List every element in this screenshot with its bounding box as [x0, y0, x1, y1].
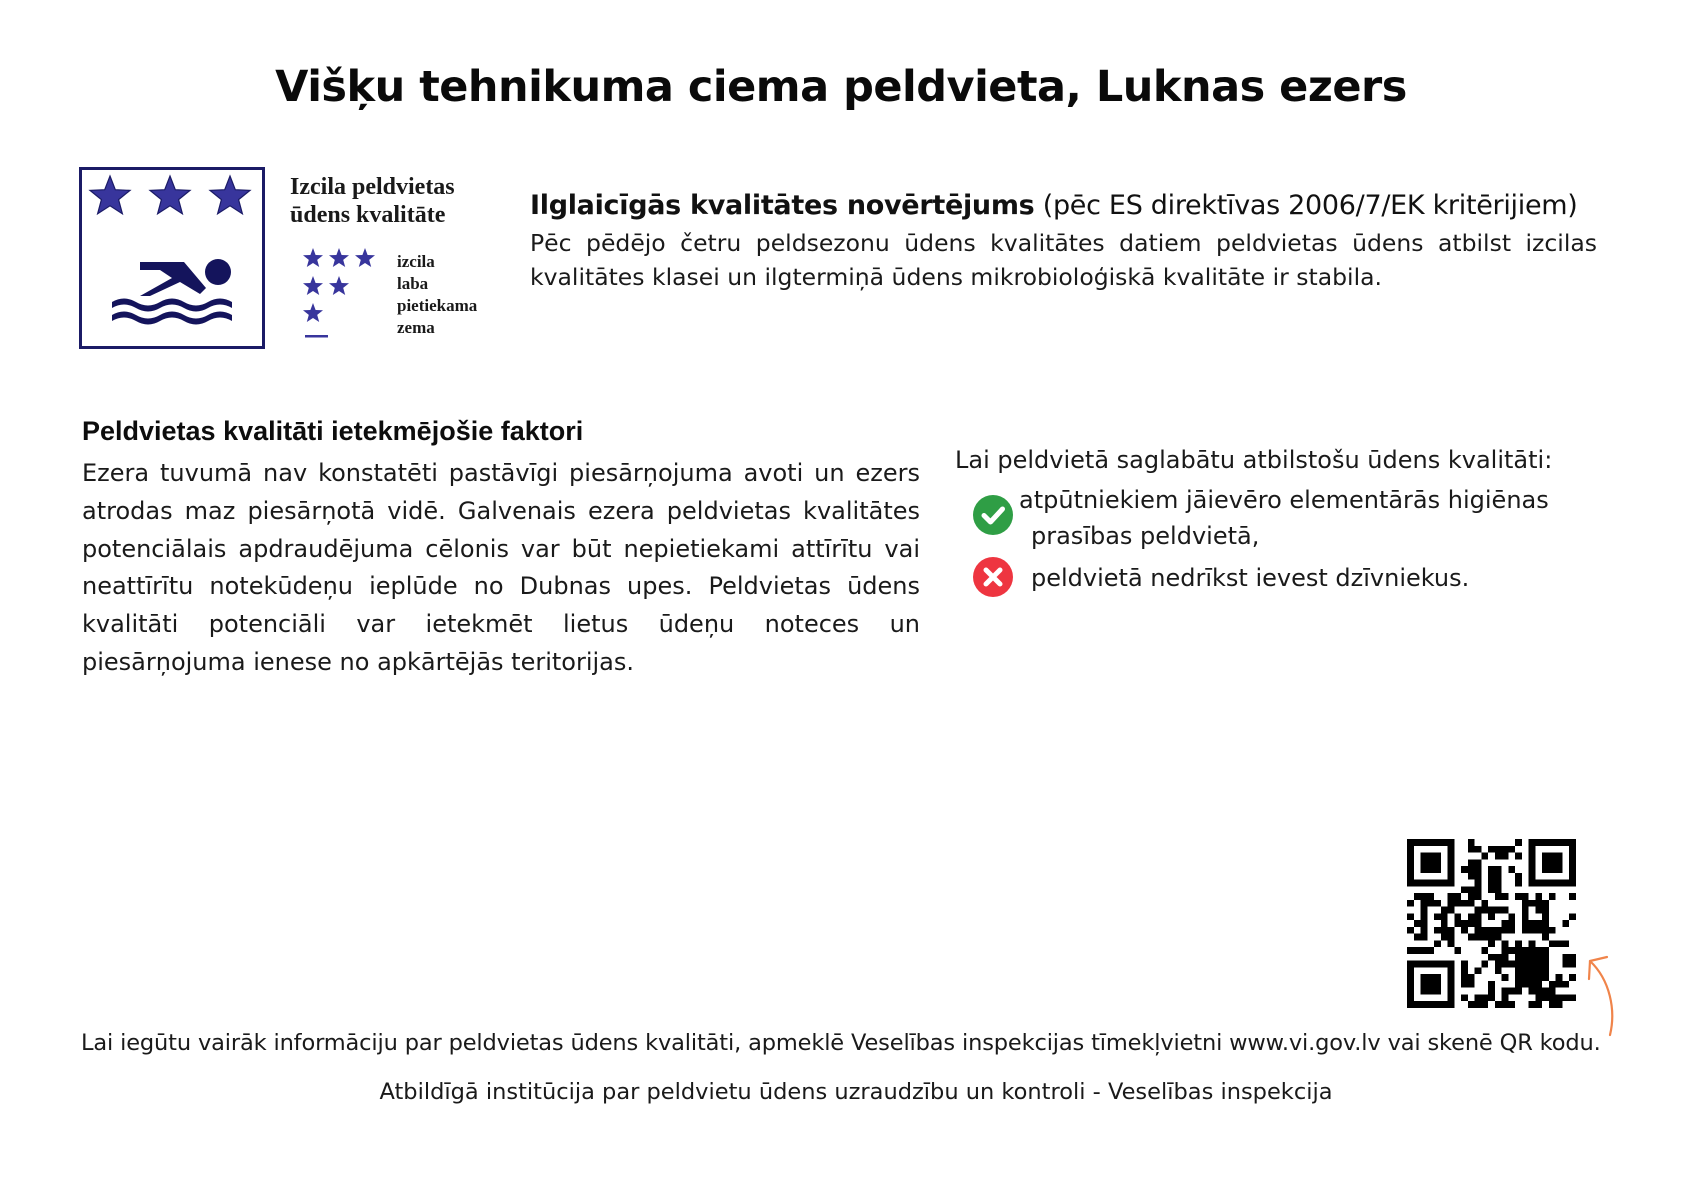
qr-module — [1488, 927, 1495, 934]
qr-module — [1421, 927, 1428, 934]
qr-module — [1475, 873, 1482, 880]
qr-module — [1461, 920, 1468, 927]
qr-module — [1529, 940, 1536, 947]
star-icon — [210, 176, 250, 214]
qr-module — [1488, 913, 1495, 920]
legend-star-icon — [303, 276, 323, 295]
qr-module — [1434, 900, 1441, 907]
qr-module — [1475, 927, 1482, 934]
qr-module — [1468, 981, 1475, 988]
qr-module — [1468, 873, 1475, 880]
qr-module — [1468, 974, 1475, 981]
qr-module — [1522, 913, 1529, 920]
qr-module — [1556, 981, 1563, 988]
qr-module — [1502, 1001, 1509, 1008]
qr-module — [1407, 913, 1414, 920]
qr-module — [1529, 927, 1536, 934]
qr-module — [1535, 1001, 1542, 1008]
qr-module — [1502, 907, 1509, 914]
qr-module — [1562, 940, 1569, 947]
qr-module — [1475, 893, 1482, 900]
qr-module — [1535, 981, 1542, 988]
long-term-heading-rest: (pēc ES direktīvas 2006/7/EK kritērijiem) — [1034, 190, 1578, 221]
qr-module — [1562, 920, 1569, 927]
qr-module — [1529, 988, 1536, 995]
qr-module — [1488, 880, 1495, 887]
qr-module — [1508, 927, 1515, 934]
qr-module — [1535, 988, 1542, 995]
qr-module — [1562, 981, 1569, 988]
qr-module — [1481, 927, 1488, 934]
qr-module — [1475, 967, 1482, 974]
qr-module — [1542, 994, 1549, 1001]
qr-module — [1562, 961, 1569, 968]
qr-module — [1515, 880, 1522, 887]
badge-legend-title-line1: Izcila peldvietas — [290, 174, 455, 200]
qr-module — [1535, 907, 1542, 914]
qr-module — [1475, 934, 1482, 941]
qr-module — [1515, 873, 1522, 880]
qr-module — [1522, 920, 1529, 927]
qr-module — [1495, 934, 1502, 941]
legend-star-icon — [329, 276, 349, 295]
qr-module — [1508, 866, 1515, 873]
factors-paragraph: Ezera tuvumā nav konstatēti pastāvīgi piesārņojuma avoti un ezers atrodas maz piesārņotā vidē. Galvenais ezera peldvietas kvalitātes potenciālais apdraudējuma cēlonis var būt nepietiekami attīrītu vai neattīrītu notekūdeņu ieplūde no Dubnas upes. Peldvietas ūdens kvalitāti potenciāli var ietekmēt lietus ūdeņu noteces un piesārņojuma ienese no apkārtējās teritorijas. — [82, 459, 920, 676]
qr-module — [1569, 913, 1576, 920]
qr-module — [1468, 913, 1475, 920]
qr-module — [1515, 839, 1522, 846]
qr-module — [1475, 913, 1482, 920]
legend-star-icon — [303, 248, 323, 267]
qr-finder-center — [1421, 974, 1441, 994]
qr-module — [1461, 927, 1468, 934]
qr-module — [1461, 961, 1468, 968]
qr-module — [1414, 934, 1421, 941]
qr-module — [1542, 934, 1549, 941]
qr-module — [1549, 893, 1556, 900]
qr-module — [1461, 981, 1468, 988]
qr-module — [1421, 913, 1428, 920]
qr-module — [1468, 839, 1475, 846]
qr-module — [1427, 900, 1434, 907]
qr-module — [1488, 994, 1495, 1001]
qr-module — [1495, 1001, 1502, 1008]
qr-module — [1495, 880, 1502, 887]
qr-module — [1407, 927, 1414, 934]
qr-module — [1434, 927, 1441, 934]
qr-module — [1427, 947, 1434, 954]
check-circle-icon — [973, 495, 1013, 535]
badge-graphic — [82, 170, 262, 346]
qr-module — [1542, 900, 1549, 907]
badge-legend-title-line2: ūdens kvalitāte — [290, 202, 446, 228]
qr-module — [1488, 981, 1495, 988]
x-circle-icon — [973, 557, 1013, 597]
qr-module — [1495, 846, 1502, 853]
qr-module — [1542, 907, 1549, 914]
qr-module — [1535, 994, 1542, 1001]
qr-module — [1454, 920, 1461, 927]
qr-module — [1495, 907, 1502, 914]
qr-module — [1508, 920, 1515, 927]
legend-label: laba — [397, 274, 429, 293]
qr-module — [1542, 988, 1549, 995]
footer-info: Lai iegūtu vairāk informāciju par peldvietas ūdens kvalitāti, apmeklē Veselības inspekcijas tīmekļvietni www.vi.gov.lv vai skenē QR kodu. — [81, 1030, 1601, 1056]
star-icon — [90, 176, 130, 214]
qr-module — [1529, 1001, 1536, 1008]
qr-module — [1535, 920, 1542, 927]
qr-module — [1549, 927, 1556, 934]
qr-module — [1502, 927, 1509, 934]
qr-module — [1522, 893, 1529, 900]
qr-module — [1475, 907, 1482, 914]
qr-module — [1549, 981, 1556, 988]
qr-module — [1448, 940, 1455, 947]
qr-module — [1488, 873, 1495, 880]
qr-module — [1515, 988, 1522, 995]
qr-module — [1481, 947, 1488, 954]
qr-module — [1488, 866, 1495, 873]
qr-module — [1515, 981, 1522, 988]
qr-module — [1454, 893, 1461, 900]
qr-module — [1508, 988, 1515, 995]
qr-module — [1461, 866, 1468, 873]
qr-module — [1475, 880, 1482, 887]
qr-module — [1488, 846, 1495, 853]
qr-module — [1481, 900, 1488, 907]
qr-module — [1502, 853, 1509, 860]
qr-module — [1488, 940, 1495, 947]
qr-module — [1481, 994, 1488, 1001]
qr-module — [1481, 907, 1488, 914]
qr-module — [1448, 927, 1455, 934]
qr-module — [1556, 974, 1563, 981]
qr-module — [1468, 886, 1475, 893]
qr-module — [1421, 920, 1428, 927]
qr-module — [1468, 866, 1475, 873]
qr-module — [1481, 853, 1488, 860]
qr-module — [1522, 981, 1529, 988]
qr-module — [1421, 947, 1428, 954]
qr-module — [1454, 947, 1461, 954]
qr-module — [1421, 893, 1428, 900]
qr-module — [1414, 947, 1421, 954]
badge-legend-title — [290, 173, 500, 229]
qr-module — [1535, 893, 1542, 900]
legend-label: pietiekama — [397, 296, 478, 315]
qr-module — [1495, 961, 1502, 968]
qr-module — [1529, 981, 1536, 988]
qr-module — [1481, 934, 1488, 941]
legend-stars — [300, 246, 380, 346]
qr-module — [1495, 954, 1502, 961]
factors-heading: Peldvietas kvalitāti ietekmējošie faktori — [82, 416, 584, 446]
qr-finder-center — [1421, 853, 1441, 873]
qr-module — [1502, 954, 1509, 961]
qr-module — [1407, 947, 1414, 954]
qr-code[interactable] — [1407, 839, 1576, 1008]
qr-module — [1475, 846, 1482, 853]
qr-module — [1529, 920, 1536, 927]
qr-module — [1502, 994, 1509, 1001]
qr-module — [1495, 886, 1502, 893]
qr-module — [1488, 886, 1495, 893]
qr-module — [1488, 907, 1495, 914]
qr-module — [1495, 873, 1502, 880]
legend-star-icon — [355, 248, 375, 267]
qr-module — [1502, 940, 1509, 947]
qr-module — [1481, 1001, 1488, 1008]
footer-responsible: Atbildīgā institūcija par peldvietu ūdens uzraudzību un kontroli - Veselības inspekcija — [379, 1079, 1333, 1105]
qr-module — [1475, 920, 1482, 927]
qr-module — [1461, 994, 1468, 1001]
qr-module — [1495, 853, 1502, 860]
qr-module — [1488, 954, 1495, 961]
qr-module — [1421, 907, 1428, 914]
qr-module — [1542, 913, 1549, 920]
qr-module — [1468, 859, 1475, 866]
arrow-to-qr-icon — [1570, 945, 1630, 1040]
qr-module — [1427, 893, 1434, 900]
qr-module — [1434, 913, 1441, 920]
swimmer-icon — [112, 259, 232, 325]
qr-module — [1542, 927, 1549, 934]
qr-module — [1441, 920, 1448, 927]
qr-module — [1441, 934, 1448, 941]
qr-module — [1508, 913, 1515, 920]
long-term-heading-bold: Ilglaicīgās kvalitātes novērtējums — [530, 190, 1035, 221]
page-title: Višķu tehnikuma ciema peldvieta, Luknas ezers — [275, 62, 1407, 112]
qr-module — [1441, 927, 1448, 934]
qr-module — [1508, 846, 1515, 853]
qr-module — [1508, 947, 1515, 954]
qr-module — [1495, 927, 1502, 934]
qr-module — [1488, 988, 1495, 995]
qr-module — [1414, 893, 1421, 900]
qr-module — [1515, 940, 1522, 947]
qr-module — [1448, 893, 1455, 900]
qr-module — [1488, 934, 1495, 941]
qr-module — [1562, 994, 1569, 1001]
qr-module — [1549, 1001, 1556, 1008]
qr-module — [1549, 994, 1556, 1001]
qr-module — [1468, 934, 1475, 941]
qr-module — [1421, 934, 1428, 941]
legend-dash-icon — [305, 335, 328, 338]
qr-module — [1475, 994, 1482, 1001]
qr-module — [1515, 893, 1522, 900]
qr-module — [1421, 900, 1428, 907]
qr-module — [1461, 900, 1468, 907]
qr-module — [1475, 886, 1482, 893]
long-term-heading — [530, 190, 1578, 221]
qr-module — [1502, 974, 1509, 981]
qr-module — [1549, 988, 1556, 995]
qr-module — [1569, 893, 1576, 900]
qr-module — [1461, 974, 1468, 981]
legend-label: izcila — [397, 252, 435, 271]
qr-module — [1454, 900, 1461, 907]
qr-module — [1562, 954, 1569, 961]
qr-module — [1508, 1001, 1515, 1008]
qr-module — [1502, 893, 1509, 900]
qr-module — [1441, 907, 1448, 914]
qr-module — [1502, 988, 1509, 995]
qr-module — [1454, 913, 1461, 920]
qr-module — [1468, 893, 1475, 900]
qr-module — [1468, 900, 1475, 907]
qr-module — [1461, 886, 1468, 893]
qr-module — [1475, 1001, 1482, 1008]
qr-module — [1556, 1001, 1563, 1008]
qr-module — [1502, 947, 1509, 954]
qr-module — [1549, 940, 1556, 947]
qr-module — [1481, 961, 1488, 968]
qr-alignment — [1515, 947, 1549, 981]
legend-star-icon — [329, 248, 349, 267]
rule-do-line2: prasības peldvietā, — [1031, 522, 1260, 550]
qr-module — [1556, 994, 1563, 1001]
qr-module — [1495, 866, 1502, 873]
qr-module — [1461, 967, 1468, 974]
qr-module — [1468, 846, 1475, 853]
star-icon — [150, 176, 190, 214]
rule-do-line1: atpūtniekiem jāievēro elementārās higiēnas — [1019, 486, 1549, 514]
rule-dont: peldvietā nedrīkst ievest dzīvniekus. — [1031, 564, 1470, 592]
qr-module — [1515, 853, 1522, 860]
qr-module — [1535, 927, 1542, 934]
qr-module — [1522, 907, 1529, 914]
rules-intro: Lai peldvietā saglabātu atbilstošu ūdens kvalitāti: — [955, 446, 1553, 474]
qr-module — [1556, 940, 1563, 947]
qr-module — [1468, 1001, 1475, 1008]
bathing-quality-badge — [79, 167, 265, 349]
qr-module — [1542, 920, 1549, 927]
qr-module — [1522, 927, 1529, 934]
qr-module — [1529, 900, 1536, 907]
qr-module — [1468, 920, 1475, 927]
qr-module — [1502, 920, 1509, 927]
qr-module — [1502, 846, 1509, 853]
qr-module — [1448, 907, 1455, 914]
qr-module — [1522, 900, 1529, 907]
qr-module — [1502, 961, 1509, 968]
qr-module — [1495, 967, 1502, 974]
qr-module — [1414, 920, 1421, 927]
qr-module — [1475, 859, 1482, 866]
qr-module — [1441, 913, 1448, 920]
rating-stars-icon — [90, 176, 250, 214]
qr-module — [1434, 940, 1441, 947]
qr-module — [1475, 866, 1482, 873]
qr-finder-center — [1542, 853, 1562, 873]
qr-module — [1495, 893, 1502, 900]
qr-module — [1535, 900, 1542, 907]
legend-star-icon — [303, 303, 323, 322]
qr-module — [1407, 900, 1414, 907]
qr-module — [1448, 934, 1455, 941]
qr-module — [1508, 961, 1515, 968]
long-term-paragraph: Pēc pēdējo četru peldsezonu ūdens kvalitātes datiem peldvietas ūdens atbilst izcilas kvalitātes klasei un ilgtermiņā ūdens mikrobioloģiskā kvalitāte ir stabila. — [530, 229, 1597, 291]
legend-label: zema — [397, 318, 435, 337]
qr-module — [1448, 900, 1455, 907]
